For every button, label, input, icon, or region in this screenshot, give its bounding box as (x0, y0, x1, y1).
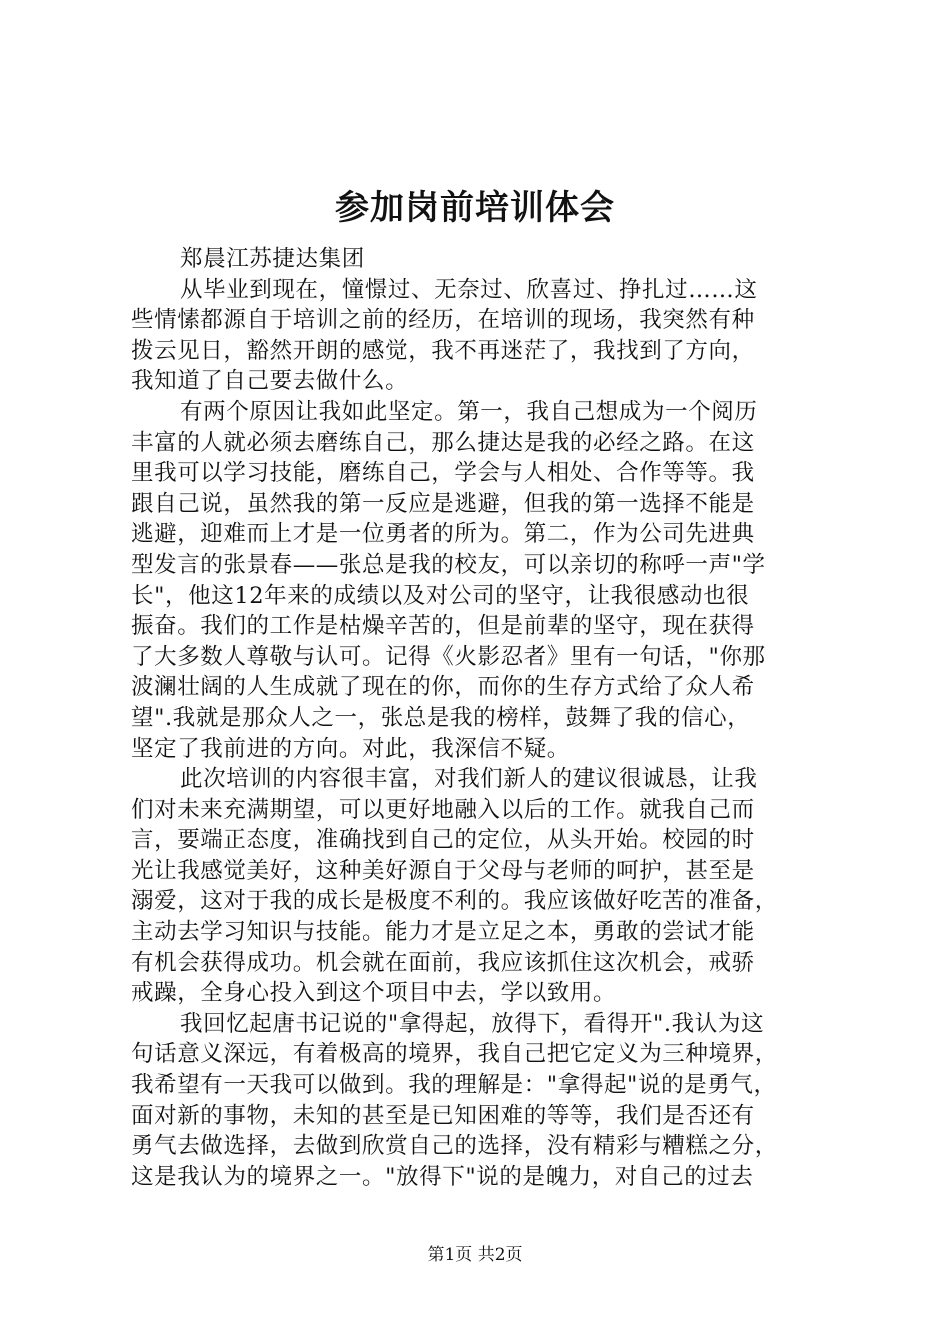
text-line: 波澜壮阔的人生成就了现在的你，而你的生存方式给了众人希 (131, 674, 755, 701)
text-line: 我回忆起唐书记说的"拿得起，放得下，看得开".我认为这 (180, 1010, 765, 1037)
document-body (131, 244, 831, 1192)
text-line: 型发言的张景春——张总是我的校友，可以亲切的称呼一声"学 (131, 551, 766, 578)
text-line: 长"，他这12年来的成绩以及对公司的坚守，让我很感动也很 (131, 582, 750, 609)
text-line: 里我可以学习技能，磨练自己，学会与人相处、合作等等。我 (131, 460, 755, 487)
text-line: 主动去学习知识与技能。能力才是立足之本，勇敢的尝试才能 (131, 919, 755, 946)
text-line: 戒躁，全身心投入到这个项目中去，学以致用。 (131, 980, 617, 1007)
text-line: 有两个原因让我如此坚定。第一，我自己想成为一个阅历 (180, 398, 758, 425)
page-footer: 第1页 共2页 (427, 1245, 523, 1265)
text-line: 振奋。我们的工作是枯燥辛苦的，但是前辈的坚守，现在获得 (131, 613, 755, 640)
text-line: 言，要端正态度，准确找到自己的定位，从头开始。校园的时 (131, 827, 755, 854)
text-line: 面对新的事物，未知的甚至是已知困难的等等，我们是否还有 (131, 1102, 755, 1129)
text-line: 从毕业到现在，憧憬过、无奈过、欣喜过、挣扎过……这 (180, 276, 758, 303)
text-line: 溺爱，这对于我的成长是极度不利的。我应该做好吃苦的准备， (131, 888, 778, 915)
text-line: 丰富的人就必须去磨练自己，那么捷达是我的必经之路。在这 (131, 429, 755, 456)
text-line: 有机会获得成功。机会就在面前，我应该抓住这次机会，戒骄 (131, 949, 755, 976)
text-line: 此次培训的内容很丰富，对我们新人的建议很诚恳，让我 (180, 766, 758, 793)
text-line: 逃避，迎难而上才是一位勇者的所为。第二，作为公司先进典 (131, 521, 755, 548)
text-line: 郑晨江苏捷达集团 (180, 246, 365, 272)
text-line: 望".我就是那众人之一，张总是我的榜样，鼓舞了我的信心， (131, 704, 751, 731)
text-line: 拨云见日，豁然开朗的感觉，我不再迷茫了，我找到了方向， (131, 337, 755, 364)
text-line: 们对未来充满期望，可以更好地融入以后的工作。就我自己而 (131, 796, 755, 823)
text-line: 坚定了我前进的方向。对此，我深信不疑。 (131, 735, 570, 762)
text-line: 跟自己说，虽然我的第一反应是逃避，但我的第一选择不能是 (131, 490, 755, 517)
text-line: 勇气去做选择，去做到欣赏自己的选择，没有精彩与糟糕之分， (131, 1133, 778, 1160)
text-line: 我希望有一天我可以做到。我的理解是："拿得起"说的是勇气， (131, 1072, 777, 1099)
text-line: 这是我认为的境界之一。"放得下"说的是魄力，对自己的过去 (131, 1163, 754, 1190)
text-line: 光让我感觉美好，这种美好源自于父母与老师的呵护，甚至是 (131, 857, 755, 884)
text-line: 我知道了自己要去做什么。 (131, 368, 409, 395)
text-line: 些情愫都源自于培训之前的经历，在培训的现场，我突然有种 (131, 307, 755, 334)
text-line: 了大多数人尊敬与认可。记得《火影忍者》里有一句话，"你那 (131, 643, 766, 670)
text-line: 句话意义深远，有着极高的境界，我自己把它定义为三种境界， (131, 1041, 778, 1068)
document-title: 参加岗前培训体会 (335, 188, 615, 228)
